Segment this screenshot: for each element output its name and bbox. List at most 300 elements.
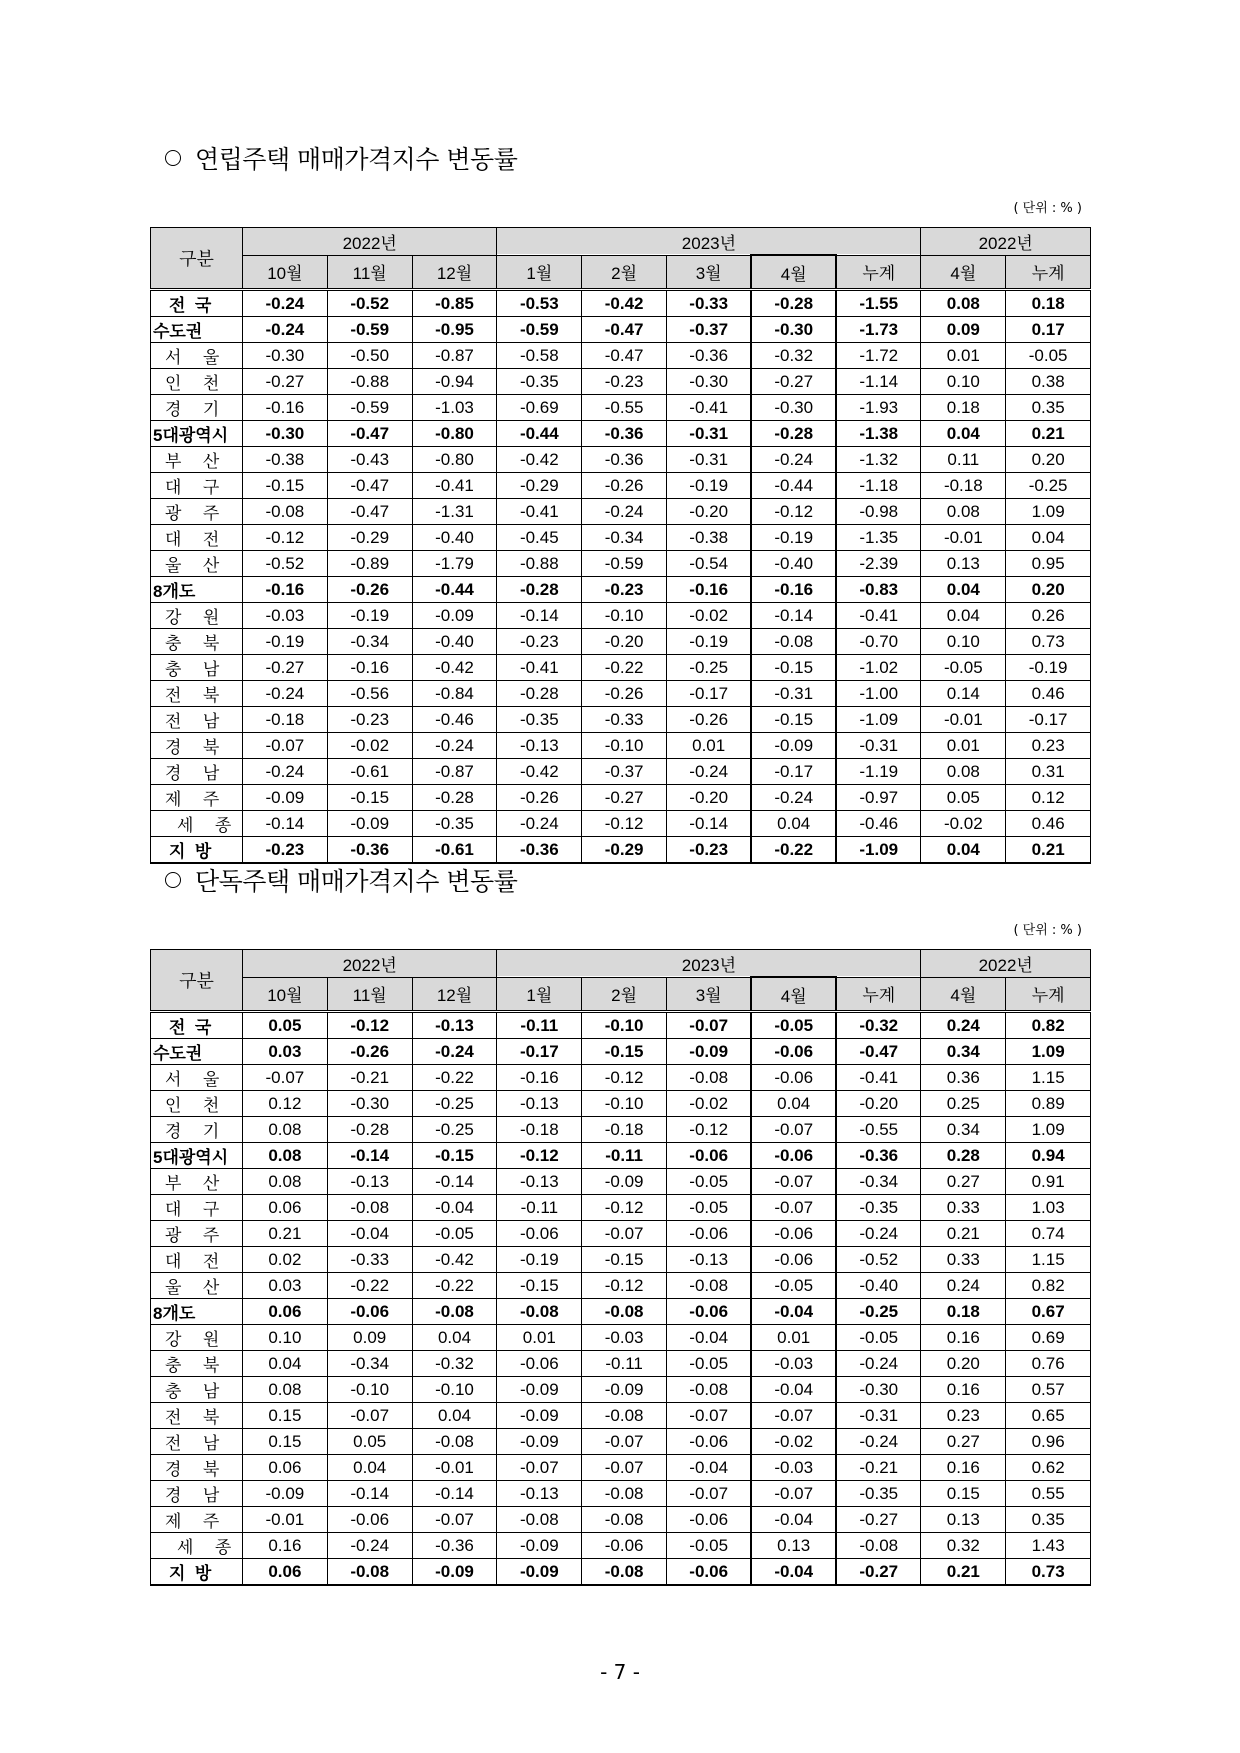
table-row [151,811,1091,837]
region-label [151,1273,243,1299]
value-cell: -0.34 [327,629,412,655]
header-month: 2월 [582,255,667,290]
value-cell: -0.33 [327,1247,412,1273]
region-name: 경 북 [165,1460,224,1479]
value-cell: -0.06 [667,1221,752,1247]
region-label [151,395,243,421]
section-heading [150,862,1090,902]
value-cell: -0.52 [327,290,412,317]
region-label [151,1039,243,1065]
value-cell: 0.31 [1006,759,1091,785]
value-cell: -0.07 [243,733,328,759]
value-cell: -0.02 [667,1091,752,1117]
region-label [151,1481,243,1507]
value-cell: -0.23 [497,629,582,655]
value-cell: -0.18 [921,473,1006,499]
value-cell: -0.95 [412,317,497,343]
table-row [151,1325,1091,1351]
value-cell: -0.31 [836,733,921,759]
header-month: 3월 [667,977,752,1012]
value-cell: 0.82 [1006,1273,1091,1299]
value-cell: -0.46 [412,707,497,733]
value-cell: -0.08 [497,1299,582,1325]
header-year-group: 2022년 [243,228,497,256]
value-cell: -0.04 [327,1221,412,1247]
value-cell: -0.88 [497,551,582,577]
section-heading [150,140,1090,180]
region-name: 광 주 [165,1226,224,1245]
value-cell: 0.35 [1006,395,1091,421]
value-cell: -0.14 [412,1481,497,1507]
circle-bullet-icon [165,872,181,888]
value-cell: -0.13 [497,733,582,759]
value-cell: -0.11 [497,1012,582,1039]
value-cell: -0.09 [243,1481,328,1507]
table-row [151,1507,1091,1533]
value-cell: -0.09 [327,811,412,837]
table-row [151,1247,1091,1273]
value-cell: -0.46 [836,811,921,837]
value-cell: 0.67 [1006,1299,1091,1325]
value-cell: -0.33 [582,707,667,733]
value-cell: -0.08 [412,1429,497,1455]
value-cell: -0.43 [327,447,412,473]
value-cell: -0.07 [751,1481,836,1507]
value-cell: -0.44 [497,421,582,447]
value-cell: -0.36 [667,343,752,369]
value-cell: -0.29 [327,525,412,551]
value-cell: -0.23 [243,837,328,864]
value-cell: -0.08 [582,1559,667,1586]
table-row [151,759,1091,785]
value-cell: 0.10 [921,369,1006,395]
value-cell: -0.27 [836,1559,921,1586]
detached-house-price-table [150,949,1091,1586]
header-category: 구분 [151,950,243,1012]
value-cell: -0.09 [582,1169,667,1195]
value-cell: -0.30 [243,343,328,369]
value-cell: 1.09 [1006,1117,1091,1143]
table-row [151,525,1091,551]
table-row [151,1273,1091,1299]
value-cell: -0.42 [497,447,582,473]
value-cell: 0.23 [921,1403,1006,1429]
value-cell: -0.30 [836,1377,921,1403]
region-label [151,1507,243,1533]
value-cell: -0.16 [667,577,752,603]
region-name: 8개도 [153,1304,196,1323]
value-cell: 0.16 [243,1533,328,1559]
value-cell: 0.13 [921,1507,1006,1533]
value-cell: -0.07 [667,1481,752,1507]
value-cell: -0.41 [836,603,921,629]
region-label [151,733,243,759]
region-label [151,681,243,707]
value-cell: -0.17 [751,759,836,785]
value-cell: 0.35 [1006,1507,1091,1533]
value-cell: -0.23 [582,369,667,395]
value-cell: -0.19 [243,629,328,655]
value-cell: -0.05 [751,1273,836,1299]
value-cell: 0.08 [243,1143,328,1169]
value-cell: -0.35 [497,369,582,395]
value-cell: -0.15 [751,707,836,733]
value-cell: -0.30 [327,1091,412,1117]
region-label [151,499,243,525]
value-cell: -0.04 [751,1507,836,1533]
value-cell: -0.12 [582,811,667,837]
value-cell: -0.07 [751,1117,836,1143]
value-cell: -0.24 [243,759,328,785]
value-cell: 0.91 [1006,1169,1091,1195]
value-cell: -0.47 [327,473,412,499]
region-name: 부 산 [165,452,224,471]
value-cell: -0.07 [751,1403,836,1429]
value-cell: -0.41 [497,655,582,681]
value-cell: -0.07 [582,1429,667,1455]
value-cell: -0.24 [243,317,328,343]
table-row [151,655,1091,681]
value-cell: -0.14 [327,1143,412,1169]
circle-bullet-icon [165,150,181,166]
value-cell: -0.21 [327,1065,412,1091]
value-cell: -0.18 [497,1117,582,1143]
section-detached-house-price-index [150,862,1090,1586]
value-cell: 0.13 [921,551,1006,577]
region-label [151,1351,243,1377]
region-name: 전 국 [169,1018,212,1037]
value-cell: 0.04 [751,1091,836,1117]
value-cell: -0.04 [667,1325,752,1351]
header-month: 누계 [1006,255,1091,290]
value-cell: -0.94 [412,369,497,395]
region-name: 대 구 [165,478,224,497]
value-cell: -0.11 [582,1351,667,1377]
table-row [151,369,1091,395]
value-cell: -0.16 [327,655,412,681]
value-cell: 0.04 [327,1455,412,1481]
value-cell: -0.24 [243,681,328,707]
value-cell: -0.01 [921,707,1006,733]
value-cell: 0.89 [1006,1091,1091,1117]
value-cell: 0.20 [921,1351,1006,1377]
value-cell: 0.04 [921,421,1006,447]
value-cell: -0.59 [327,317,412,343]
value-cell: -0.29 [497,473,582,499]
header-month: 12월 [412,977,497,1012]
value-cell: -0.08 [327,1559,412,1586]
value-cell: -0.06 [582,1533,667,1559]
value-cell: -0.52 [243,551,328,577]
table-row [151,1117,1091,1143]
value-cell: 0.34 [921,1117,1006,1143]
table-row [151,1299,1091,1325]
region-label [151,707,243,733]
value-cell: -0.35 [836,1481,921,1507]
value-cell: -0.08 [751,629,836,655]
value-cell: -0.02 [751,1429,836,1455]
value-cell: 0.01 [497,1325,582,1351]
value-cell: -0.13 [327,1169,412,1195]
value-cell: -0.05 [1006,343,1091,369]
table-row [151,707,1091,733]
header-month: 11월 [327,255,412,290]
value-cell: -0.09 [582,1377,667,1403]
value-cell: -0.07 [327,1403,412,1429]
value-cell: -0.03 [751,1351,836,1377]
value-cell: -0.25 [836,1299,921,1325]
value-cell: -0.29 [582,837,667,864]
value-cell: -0.30 [751,395,836,421]
value-cell: -0.41 [667,395,752,421]
region-name: 경 기 [165,400,224,419]
value-cell: -0.05 [667,1351,752,1377]
region-name: 제 주 [165,790,224,809]
value-cell: -0.59 [327,395,412,421]
value-cell: -0.09 [412,603,497,629]
value-cell: -0.12 [327,1012,412,1039]
value-cell: -0.03 [582,1325,667,1351]
table-row [151,1039,1091,1065]
value-cell: -0.16 [243,395,328,421]
value-cell: -0.14 [327,1481,412,1507]
value-cell: -0.24 [327,1533,412,1559]
value-cell: 0.05 [243,1012,328,1039]
value-cell: -0.26 [582,473,667,499]
value-cell: 0.65 [1006,1403,1091,1429]
value-cell: -0.88 [327,369,412,395]
value-cell: 1.43 [1006,1533,1091,1559]
value-cell: -0.08 [412,1299,497,1325]
value-cell: -0.40 [836,1273,921,1299]
value-cell: -0.31 [667,421,752,447]
value-cell: -0.08 [497,1507,582,1533]
region-label [151,1143,243,1169]
header-month: 1월 [497,255,582,290]
value-cell: 0.08 [921,499,1006,525]
value-cell: -0.26 [667,707,752,733]
region-label [151,1221,243,1247]
value-cell: -0.87 [412,759,497,785]
value-cell: -0.02 [327,733,412,759]
value-cell: -0.61 [412,837,497,864]
header-month: 누계 [836,255,921,290]
value-cell: 0.06 [243,1559,328,1586]
value-cell: -0.06 [667,1429,752,1455]
value-cell: -0.12 [667,1117,752,1143]
region-name: 경 남 [165,764,224,783]
header-year-group: 2022년 [921,950,1091,978]
value-cell: -0.13 [497,1091,582,1117]
value-cell: -0.40 [412,629,497,655]
header-year-group: 2022년 [243,950,497,978]
value-cell: -0.08 [243,499,328,525]
value-cell: -1.19 [836,759,921,785]
table-row [151,1403,1091,1429]
value-cell: -0.01 [243,1507,328,1533]
value-cell: -0.10 [412,1377,497,1403]
value-cell: -0.32 [751,343,836,369]
value-cell: -0.89 [327,551,412,577]
region-label [151,551,243,577]
value-cell: 0.08 [243,1117,328,1143]
value-cell: 0.33 [921,1247,1006,1273]
value-cell: -0.28 [412,785,497,811]
value-cell: -0.19 [751,525,836,551]
header-month: 4월 [921,977,1006,1012]
value-cell: 0.20 [1006,447,1091,473]
table-row [151,1455,1091,1481]
value-cell: -0.06 [667,1143,752,1169]
value-cell: 0.28 [921,1143,1006,1169]
value-cell: -0.27 [243,655,328,681]
region-label [151,1091,243,1117]
value-cell: -0.07 [751,1195,836,1221]
table-row [151,1351,1091,1377]
value-cell: 0.21 [921,1221,1006,1247]
value-cell: 1.09 [1006,499,1091,525]
region-name: 울 산 [165,1278,224,1297]
region-label [151,759,243,785]
value-cell: -0.21 [836,1455,921,1481]
region-name: 대 구 [165,1200,224,1219]
value-cell: -0.38 [243,447,328,473]
value-cell: 0.62 [1006,1455,1091,1481]
value-cell: -0.34 [836,1169,921,1195]
value-cell: -0.41 [836,1065,921,1091]
region-label [151,447,243,473]
region-name: 충 남 [165,660,224,679]
region-name: 대 전 [165,530,224,549]
value-cell: -0.06 [751,1247,836,1273]
value-cell: -0.36 [582,447,667,473]
value-cell: -0.20 [582,629,667,655]
table-row [151,1429,1091,1455]
value-cell: -0.15 [751,655,836,681]
value-cell: -0.04 [751,1377,836,1403]
value-cell: -0.05 [921,655,1006,681]
value-cell: -0.34 [582,525,667,551]
region-name: 대 전 [165,1252,224,1271]
section-heading-text: 단독주택 매매가격지수 변동률 [195,867,518,896]
value-cell: -0.24 [497,811,582,837]
value-cell: -0.27 [582,785,667,811]
value-cell: 0.04 [921,603,1006,629]
value-cell: -0.55 [836,1117,921,1143]
value-cell: -0.19 [667,629,752,655]
region-name: 5대광역시 [153,1148,229,1167]
value-cell: 0.34 [921,1039,1006,1065]
region-name: 강 원 [165,1330,224,1349]
header-month: 11월 [327,977,412,1012]
value-cell: 0.23 [1006,733,1091,759]
region-name: 서 울 [165,348,224,367]
value-cell: -0.44 [751,473,836,499]
value-cell: 0.01 [751,1325,836,1351]
value-cell: -0.28 [751,290,836,317]
region-name: 인 천 [165,374,224,393]
rowhouse-price-table [150,227,1091,864]
table-row [151,1377,1091,1403]
value-cell: -0.37 [582,759,667,785]
value-cell: -0.40 [412,525,497,551]
value-cell: 0.95 [1006,551,1091,577]
value-cell: -0.18 [243,707,328,733]
value-cell: -0.56 [327,681,412,707]
value-cell: -0.14 [243,811,328,837]
region-label [151,629,243,655]
value-cell: -0.58 [497,343,582,369]
value-cell: -0.47 [582,343,667,369]
value-cell: 0.13 [751,1533,836,1559]
value-cell: -0.23 [327,707,412,733]
value-cell: -0.07 [667,1012,752,1039]
header-month: 10월 [243,977,328,1012]
value-cell: -0.02 [667,603,752,629]
value-cell: -0.08 [582,1403,667,1429]
value-cell: -0.19 [497,1247,582,1273]
value-cell: -0.24 [751,447,836,473]
value-cell: -0.54 [667,551,752,577]
value-cell: -0.06 [327,1507,412,1533]
value-cell: -0.23 [582,577,667,603]
value-cell: -0.85 [412,290,497,317]
value-cell: -0.30 [667,369,752,395]
value-cell: -0.04 [751,1559,836,1586]
value-cell: -0.25 [412,1117,497,1143]
value-cell: 0.21 [921,1559,1006,1586]
value-cell: -0.08 [836,1533,921,1559]
value-cell: -0.50 [327,343,412,369]
value-cell: 0.25 [921,1091,1006,1117]
value-cell: -0.87 [412,343,497,369]
table-row [151,1091,1091,1117]
value-cell: 0.12 [1006,785,1091,811]
region-label [151,473,243,499]
value-cell: 0.18 [921,1299,1006,1325]
value-cell: -0.14 [412,1169,497,1195]
region-name: 전 국 [169,296,212,315]
table-row [151,1143,1091,1169]
value-cell: -0.35 [836,1195,921,1221]
value-cell: -0.24 [836,1351,921,1377]
value-cell: -2.39 [836,551,921,577]
value-cell: -0.61 [327,759,412,785]
value-cell: 0.10 [243,1325,328,1351]
value-cell: -0.04 [751,1299,836,1325]
region-label [151,421,243,447]
value-cell: 0.21 [1006,837,1091,864]
value-cell: -0.24 [836,1221,921,1247]
value-cell: 1.09 [1006,1039,1091,1065]
table-row [151,473,1091,499]
table-row [151,395,1091,421]
value-cell: 0.21 [243,1221,328,1247]
region-name: 광 주 [165,504,224,523]
value-cell: -0.36 [412,1533,497,1559]
value-cell: 0.26 [1006,603,1091,629]
value-cell: -1.73 [836,317,921,343]
value-cell: -1.93 [836,395,921,421]
value-cell: -0.10 [582,1012,667,1039]
region-name: 경 북 [165,738,224,757]
value-cell: -0.10 [582,1091,667,1117]
region-label [151,1429,243,1455]
value-cell: -1.38 [836,421,921,447]
value-cell: 0.02 [243,1247,328,1273]
table-row [151,1533,1091,1559]
value-cell: -0.15 [243,473,328,499]
